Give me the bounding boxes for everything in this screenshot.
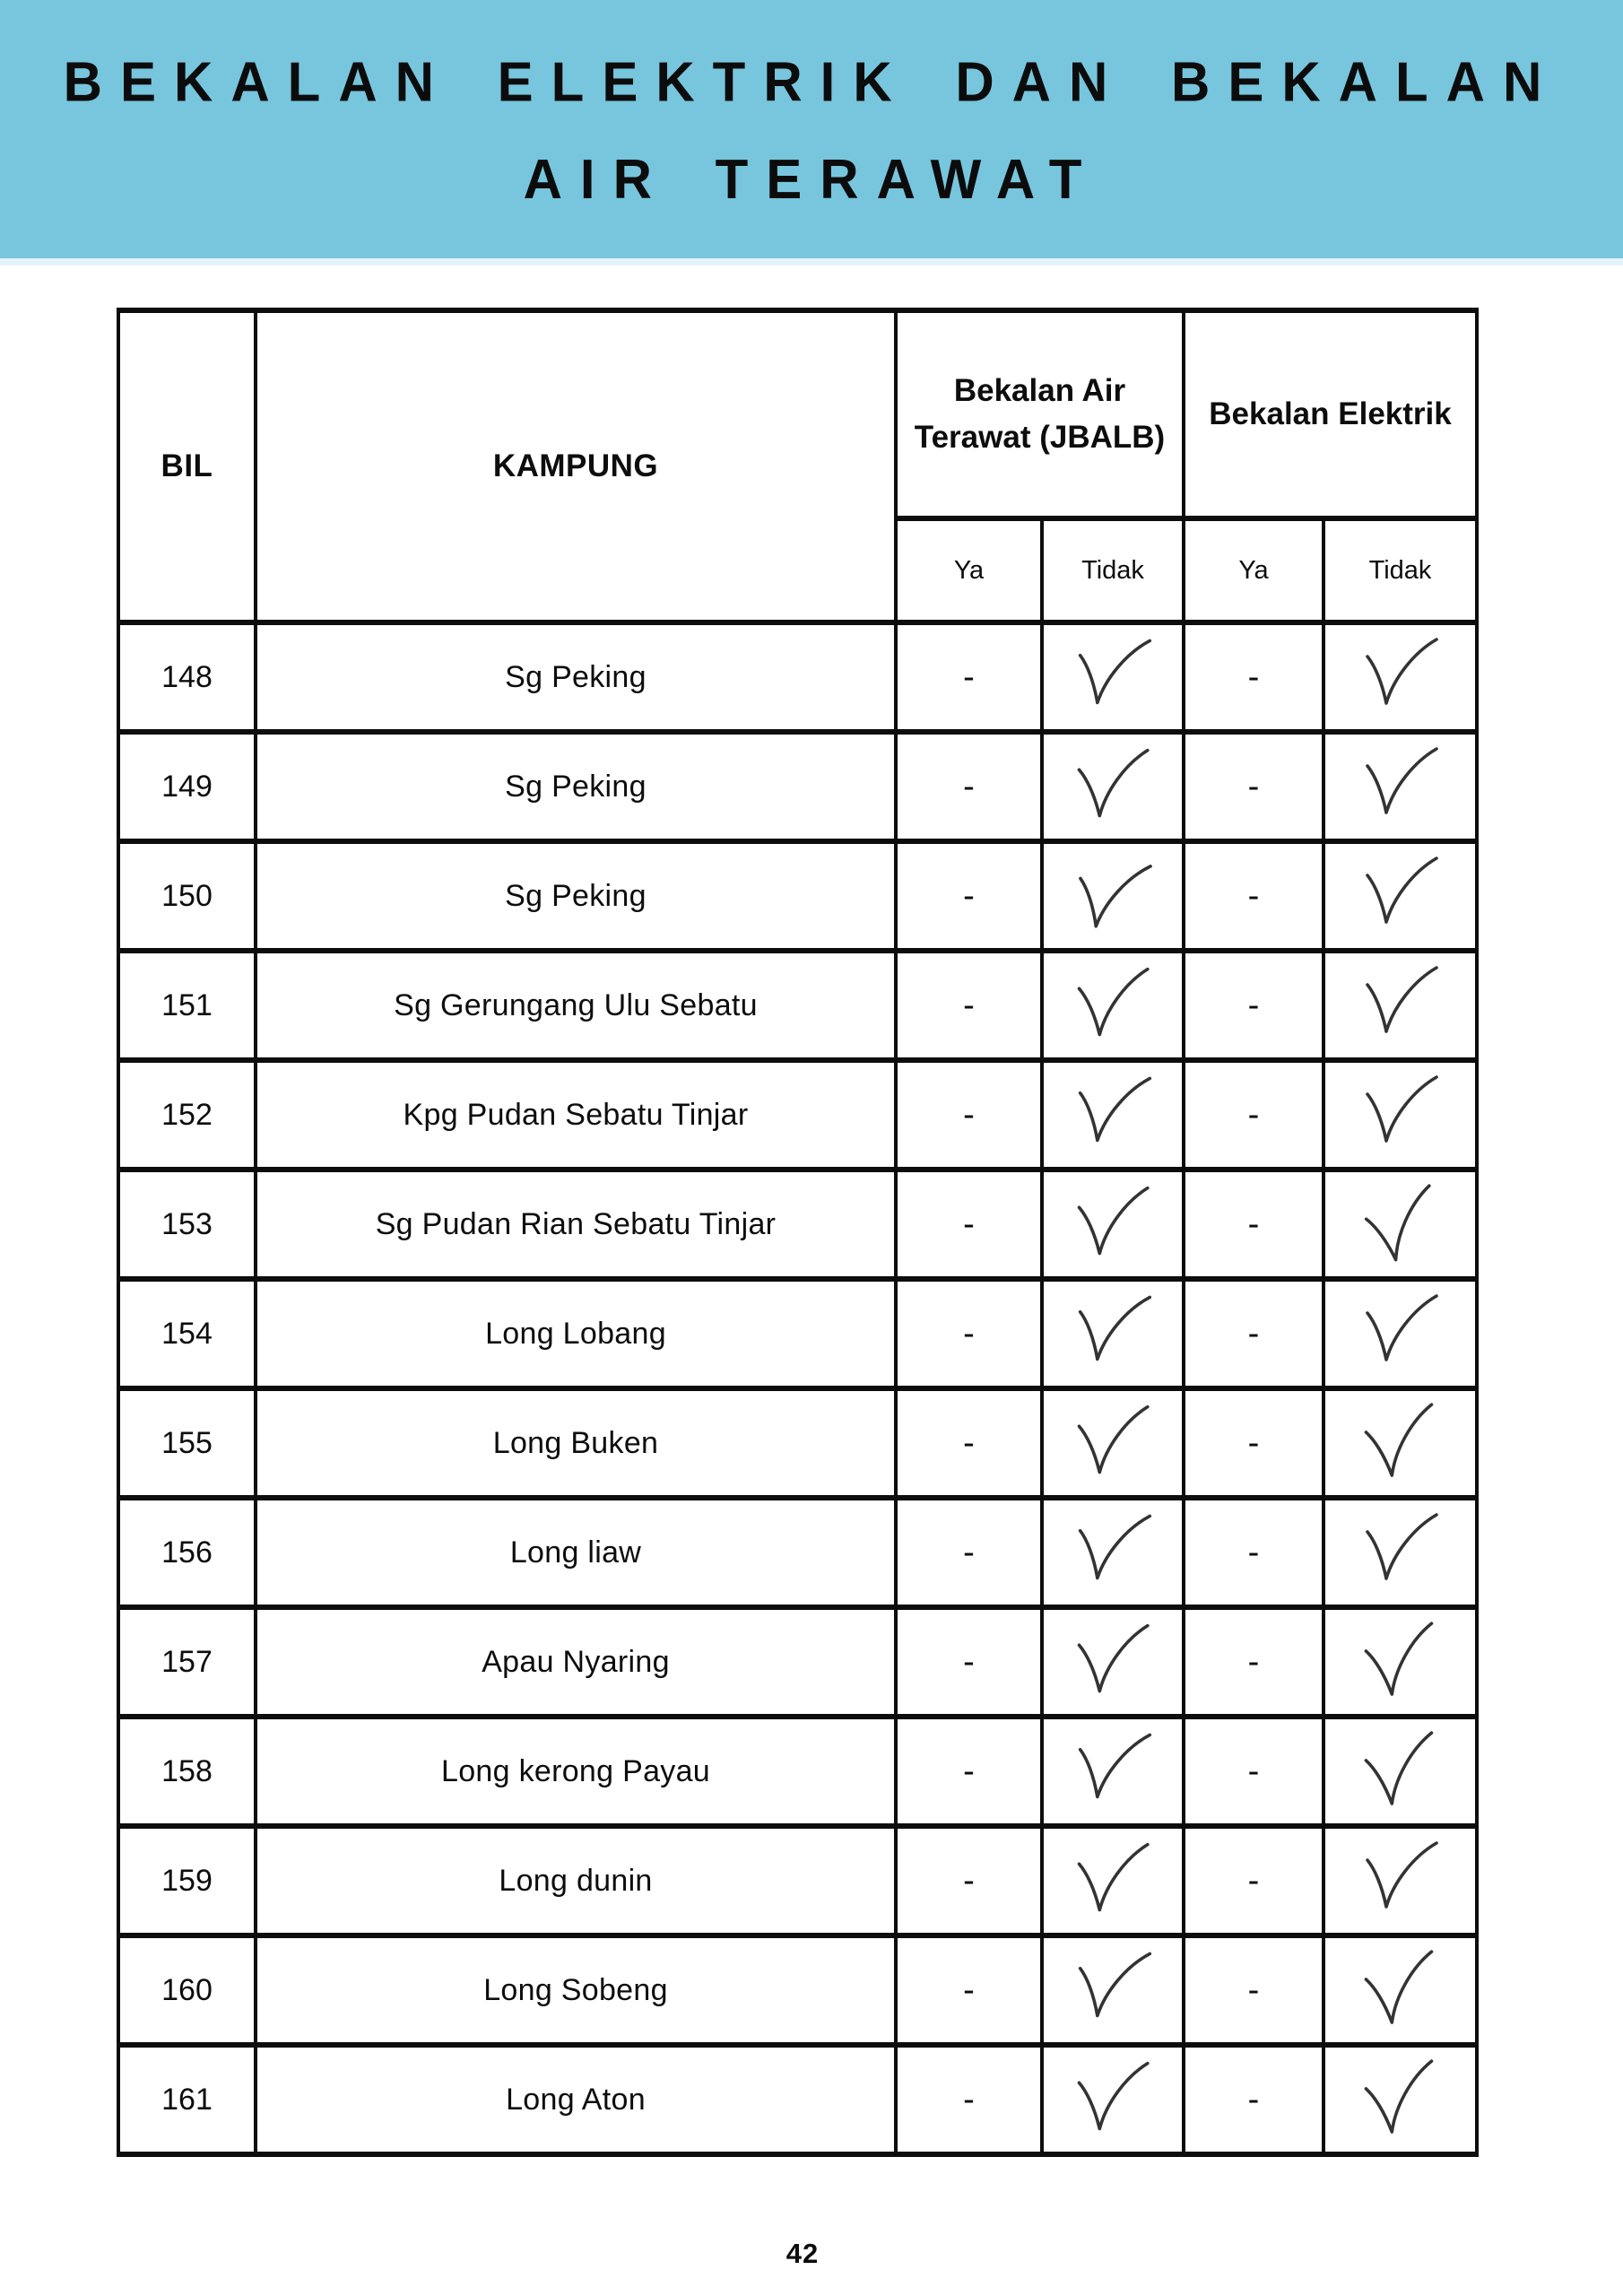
air-tidak-cell [1042, 1498, 1184, 1607]
elektrik-tidak-cell [1324, 951, 1477, 1060]
kampung-name-cell: Long liaw [256, 1498, 896, 1607]
elektrik-ya-cell: - [1184, 1170, 1324, 1279]
elektrik-tidak-cell [1324, 1498, 1477, 1607]
air-tidak-cell [1042, 2045, 1184, 2154]
check-icon [1066, 1286, 1159, 1371]
row-number-cell: 159 [118, 1826, 256, 1935]
elektrik-tidak-cell [1324, 1935, 1477, 2045]
subheader-elektrik-tidak: Tidak [1324, 518, 1477, 622]
check-icon [1066, 1943, 1159, 2028]
row-number-cell: 149 [118, 732, 256, 841]
row-number-cell: 152 [118, 1060, 256, 1170]
elektrik-tidak-cell [1324, 1717, 1477, 1826]
row-number-cell: 148 [118, 622, 256, 732]
table-row [118, 732, 1477, 841]
table-row [118, 2045, 1477, 2154]
check-icon [1350, 1396, 1452, 1492]
elektrik-ya-cell: - [1184, 1935, 1324, 2045]
air-ya-cell: - [896, 2045, 1042, 2154]
air-tidak-cell [1042, 622, 1184, 732]
table-row [118, 951, 1477, 1060]
air-ya-cell: - [896, 1498, 1042, 1607]
check-icon [1067, 1398, 1159, 1483]
air-ya-cell: - [896, 1826, 1042, 1935]
elektrik-tidak-cell [1324, 841, 1477, 951]
check-icon [1067, 1179, 1159, 1265]
kampung-name-cell: Long Aton [256, 2045, 896, 2154]
air-ya-cell: - [896, 1607, 1042, 1717]
kampung-name-cell: Apau Nyaring [256, 1607, 896, 1717]
air-tidak-cell [1042, 1826, 1184, 1935]
air-ya-cell: - [896, 1388, 1042, 1498]
air-tidak-cell [1042, 1935, 1184, 2045]
table-row [118, 1060, 1477, 1170]
elektrik-ya-cell: - [1184, 1060, 1324, 1170]
subheader-elektrik-ya: Ya [1184, 518, 1324, 622]
kampung-name-cell: Sg Peking [256, 622, 896, 732]
air-ya-cell: - [896, 1935, 1042, 2045]
title-line-2: AIR TERAWAT [523, 147, 1100, 211]
elektrik-ya-cell: - [1184, 1826, 1324, 1935]
air-tidak-cell [1042, 1170, 1184, 1279]
air-ya-cell: - [896, 951, 1042, 1060]
kampung-name-cell: Sg Peking [256, 841, 896, 951]
elektrik-tidak-cell [1324, 1170, 1477, 1279]
air-ya-cell: - [896, 732, 1042, 841]
subheader-air-ya: Ya [896, 518, 1042, 622]
kampung-name-cell: Sg Pudan Rian Sebatu Tinjar [256, 1170, 896, 1279]
air-tidak-cell [1042, 841, 1184, 951]
subheader-air-tidak: Tidak [1042, 518, 1184, 622]
elektrik-tidak-cell [1324, 2045, 1477, 2154]
table-row [118, 1717, 1477, 1826]
air-tidak-cell [1042, 1717, 1184, 1826]
row-number-cell: 154 [118, 1279, 256, 1388]
check-icon [1067, 2055, 1159, 2140]
elektrik-tidak-cell [1324, 1060, 1477, 1170]
column-header-bil: BIL [118, 310, 256, 622]
table-row [118, 1388, 1477, 1498]
row-number-cell: 153 [118, 1170, 256, 1279]
air-tidak-cell [1042, 732, 1184, 841]
row-number-cell: 158 [118, 1717, 256, 1826]
air-ya-cell: - [896, 1717, 1042, 1826]
check-icon [1066, 1505, 1159, 1590]
air-ya-cell: - [896, 1060, 1042, 1170]
table-row [118, 622, 1477, 732]
check-icon [1356, 1507, 1445, 1589]
check-icon [1067, 1617, 1159, 1702]
elektrik-tidak-cell [1324, 1388, 1477, 1498]
supply-table [117, 308, 1479, 2157]
column-header-kampung: KAMPUNG [256, 310, 896, 622]
page-number: 42 [785, 2238, 820, 2269]
table-row [118, 1498, 1477, 1607]
elektrik-ya-cell: - [1184, 1717, 1324, 1826]
check-icon [1356, 1069, 1445, 1152]
kampung-name-cell: Long dunin [256, 1826, 896, 1935]
kampung-name-cell: Long Sobeng [256, 1935, 896, 2045]
elektrik-ya-cell: - [1184, 1607, 1324, 1717]
check-icon [1066, 1067, 1159, 1152]
kampung-name-cell: Kpg Pudan Sebatu Tinjar [256, 1060, 896, 1170]
air-ya-cell: - [896, 622, 1042, 732]
air-tidak-cell [1042, 951, 1184, 1060]
table-header [118, 310, 1477, 622]
table-row [118, 841, 1477, 951]
air-tidak-cell [1042, 1279, 1184, 1388]
air-tidak-cell [1042, 1388, 1184, 1498]
kampung-name-cell: Sg Gerungang Ulu Sebatu [256, 951, 896, 1060]
air-tidak-cell [1042, 1060, 1184, 1170]
kampung-name-cell: Long Buken [256, 1388, 896, 1498]
kampung-name-cell: Long Lobang [256, 1279, 896, 1388]
table-body [118, 622, 1477, 2154]
kampung-name-cell: Long kerong Payau [256, 1717, 896, 1826]
elektrik-ya-cell: - [1184, 2045, 1324, 2154]
row-number-cell: 157 [118, 1607, 256, 1717]
table-row [118, 1607, 1477, 1717]
elektrik-ya-cell: - [1184, 1498, 1324, 1607]
table-row [118, 1826, 1477, 1935]
check-icon [1356, 850, 1445, 933]
check-icon [1350, 1614, 1452, 1710]
group-header-bekalan-air: Bekalan Air Terawat (JBALB) [896, 310, 1184, 518]
check-icon [1350, 1943, 1452, 2039]
elektrik-tidak-cell [1324, 1607, 1477, 1717]
check-icon [1356, 631, 1445, 714]
elektrik-tidak-cell [1324, 622, 1477, 732]
air-ya-cell: - [896, 1279, 1042, 1388]
elektrik-tidak-cell [1324, 1826, 1477, 1935]
air-tidak-cell [1042, 1607, 1184, 1717]
kampung-name-cell: Sg Peking [256, 732, 896, 841]
title-banner [0, 0, 1623, 258]
row-number-cell: 156 [118, 1498, 256, 1607]
check-icon [1350, 2052, 1452, 2148]
elektrik-ya-cell: - [1184, 622, 1324, 732]
table-row [118, 1935, 1477, 2045]
elektrik-tidak-cell [1324, 732, 1477, 841]
check-icon [1067, 1836, 1159, 1921]
row-number-cell: 160 [118, 1935, 256, 2045]
table-row [118, 1170, 1477, 1279]
row-number-cell: 151 [118, 951, 256, 1060]
elektrik-ya-cell: - [1184, 1388, 1324, 1498]
air-ya-cell: - [896, 841, 1042, 951]
check-icon [1066, 630, 1159, 715]
elektrik-ya-cell: - [1184, 841, 1324, 951]
check-icon [1349, 1176, 1455, 1277]
row-number-cell: 155 [118, 1388, 256, 1498]
check-icon [1356, 960, 1445, 1042]
row-number-cell: 161 [118, 2045, 256, 2154]
check-icon [1356, 1288, 1445, 1370]
check-icon [1350, 1724, 1452, 1820]
elektrik-ya-cell: - [1184, 732, 1324, 841]
check-icon [1356, 1835, 1445, 1918]
title-line-1: BEKALAN ELEKTRIK DAN BEKALAN [63, 50, 1560, 114]
elektrik-tidak-cell [1324, 1279, 1477, 1388]
check-icon [1356, 741, 1445, 823]
check-icon [1066, 1724, 1159, 1809]
page-title [0, 34, 1623, 228]
elektrik-ya-cell: - [1184, 1279, 1324, 1388]
elektrik-ya-cell: - [1184, 951, 1324, 1060]
check-icon [1064, 853, 1159, 942]
table-row [118, 1279, 1477, 1388]
row-number-cell: 150 [118, 841, 256, 951]
air-ya-cell: - [896, 1170, 1042, 1279]
check-icon [1067, 742, 1159, 827]
check-icon [1067, 961, 1159, 1046]
group-header-bekalan-elektrik: Bekalan Elektrik [1184, 310, 1477, 518]
